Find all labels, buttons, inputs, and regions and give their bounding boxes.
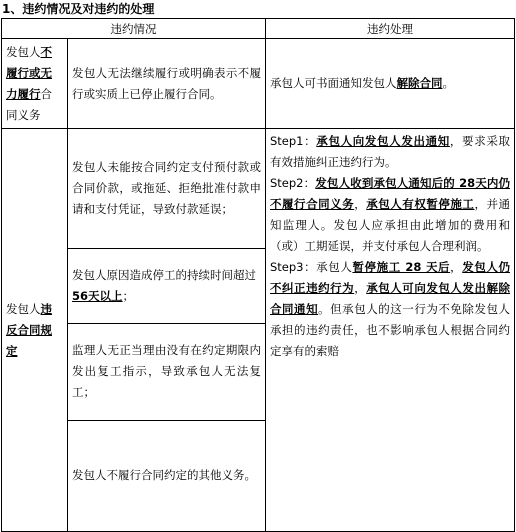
step-2-label: Step2：: [270, 176, 316, 190]
situation-cell: 发包人无法继续履行或明确表示不履行或实质上已停止履行合同。: [68, 39, 266, 129]
header-breach-handling: 违约处理: [266, 19, 515, 39]
section-heading: 1、违约情况及对违约的处理: [2, 2, 155, 16]
step-1-emphasis: 承包人向发包人发出通知: [316, 134, 450, 148]
party-emphasis: 违反合同规定: [6, 301, 52, 358]
step-1-text: ，要求采取有效措施纠正违约行为。: [270, 134, 510, 169]
party-emphasis: 不履行或无力履行: [6, 44, 52, 101]
situation-text: 发包人原因造成停工的持续时间超过: [72, 267, 256, 282]
handling-text-tail: 。: [442, 76, 454, 90]
table-row: [2, 129, 515, 249]
situation-cell: [68, 248, 266, 323]
step-3-comma-1: ，: [450, 260, 463, 274]
step-2-emphasis-1: 发包人收到承包人通知后的 28天内仍不履行合同义务: [270, 176, 510, 211]
step-2-emphasis-2: 承包人有权暂停施工: [366, 197, 475, 211]
party-cell-violation: [2, 129, 68, 532]
steps-cell: [266, 129, 515, 532]
party-text-tail: 合同义务: [6, 86, 52, 122]
party-text: 发包人: [6, 301, 41, 316]
step-2-text: ，并通知监理人。发包人应承担由此增加的费用和（或）工期延误，并支付承包人合理利润。: [270, 197, 510, 253]
situation-cell: 发包人未能按合同约定支付预付款或合同价款，或拖延、拒绝批准付款申请和支付凭证，导致付款延误；: [68, 129, 266, 249]
header-breach-situation: 违约情况: [2, 19, 266, 39]
step-1-label: Step1：: [270, 134, 317, 148]
situation-cell: 发包人不履行合同约定的其他义务。: [68, 420, 266, 531]
step-2-comma: ，: [354, 197, 367, 211]
situation-text-tail: ；: [122, 288, 135, 303]
step-3-text: 。但承包人的这一行为不免除发包人承担的违约责任，也不影响承包人根据合同约定享有的索赔: [270, 302, 510, 358]
table-row: [2, 39, 515, 129]
party-cell-nonperformance: [2, 39, 68, 129]
party-text: 发包人: [6, 44, 41, 59]
step-3-emphasis-3: 承包人可向发包人发出解除合同通知: [270, 281, 510, 316]
step-3-label: Step3：承包人: [270, 260, 353, 274]
step-3-emphasis-2: 发包人仍不纠正违约行为: [270, 260, 510, 295]
step-3-comma-2: ，: [354, 281, 367, 295]
handling-cell: [266, 39, 515, 129]
situation-cell: 监理人无正当理由没有在约定期限内发出复工指示，导致承包人无法复工；: [68, 323, 266, 420]
step-3: [270, 257, 510, 362]
step-1: [270, 131, 510, 173]
situation-emphasis: 56天以上: [72, 288, 123, 303]
table-header-row: [2, 19, 515, 39]
handling-emphasis: 解除合同: [396, 76, 443, 90]
step-2: [270, 173, 510, 257]
handling-text: 承包人可书面通知发包人: [270, 76, 397, 90]
breach-table: [1, 18, 515, 532]
steps-content: [270, 131, 510, 531]
step-3-emphasis-1: 暂停施工 28 天后: [352, 260, 451, 274]
